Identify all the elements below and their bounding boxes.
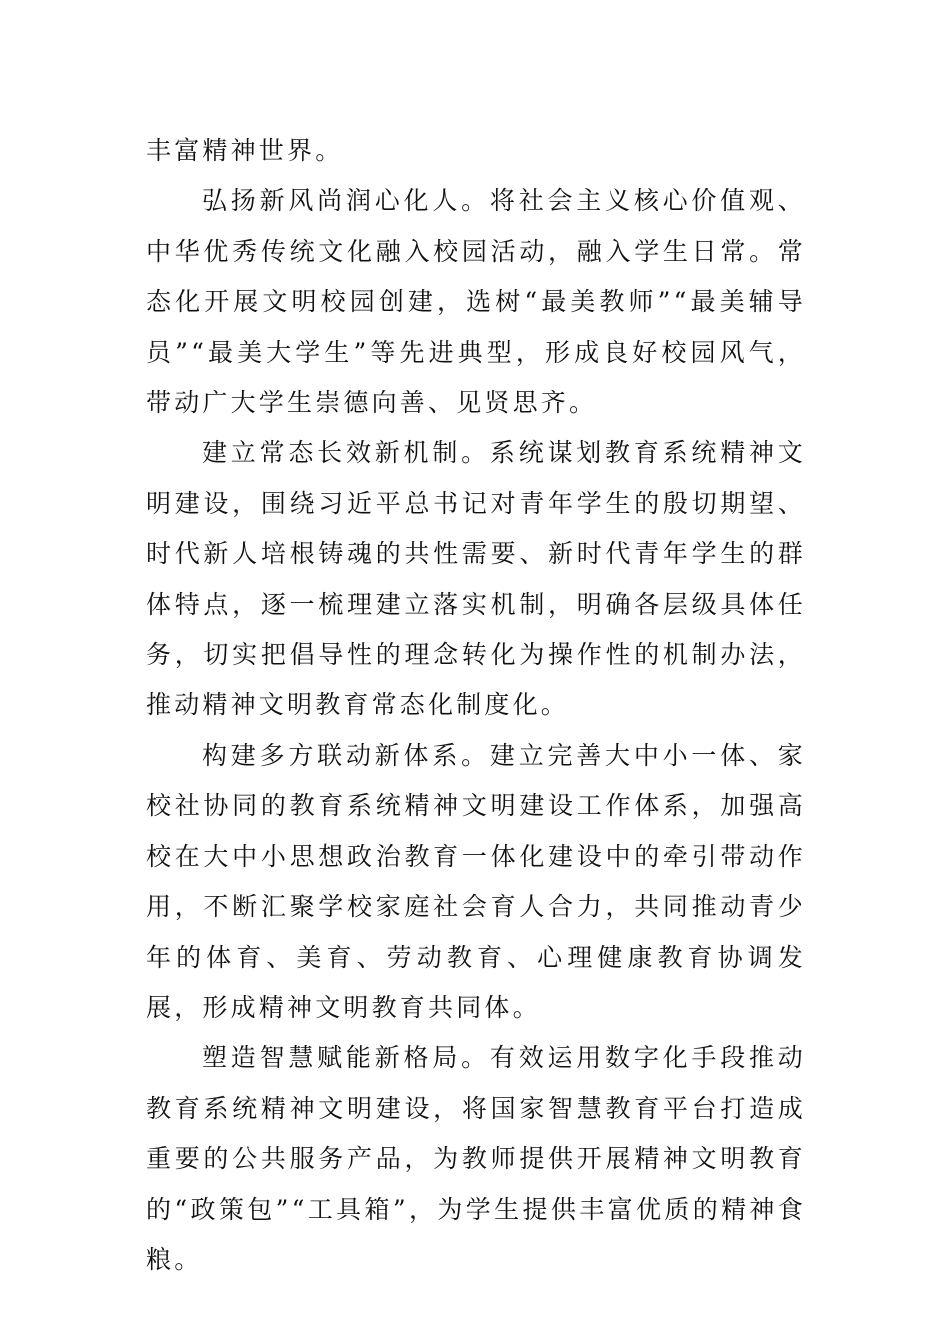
paragraph-continuation: 丰富精神世界。: [146, 136, 344, 165]
body-text: [146, 126, 806, 1285]
paragraph-smart-empowerment: 塑造智慧赋能新格局。有效运用数字化手段推动教育系统精神文明建设，将国家智慧教育平台打造成重要的公共服务产品，为教师提供开展精神文明教育的“政策包”“工具箱”，为学生提供丰富优质的精神食粮。: [146, 1043, 806, 1274]
paragraph-multi-party-system: 构建多方联动新体系。建立完善大中小一体、家校社协同的教育系统精神文明建设工作体系，加强高校在大中小思想政治教育一体化建设中的牵引带动作用，不断汇聚学校家庭社会育人合力，共同推动青少年的体育、美育、劳动教育、心理健康教育协调发展，形成精神文明教育共同体。: [146, 740, 806, 1022]
paragraph-new-customs: 弘扬新风尚润心化人。将社会主义核心价值观、中华优秀传统文化融入校园活动，融入学生日常。常态化开展文明校园创建，选树“最美教师”“最美辅导员”“最美大学生”等先进典型，形成良好校园风气，带动广大学生崇德向善、见贤思齐。: [146, 186, 806, 418]
paragraph-long-term-mechanism: 建立常态长效新机制。系统谋划教育系统精神文明建设，围绕习近平总书记对青年学生的殷切期望、时代新人培根铸魂的共性需要、新时代青年学生的群体特点，逐一梳理建立落实机制，明确各层级具体任务，切实把倡导性的理念转化为操作性的机制办法，推动精神文明教育常态化制度化。: [146, 438, 806, 720]
